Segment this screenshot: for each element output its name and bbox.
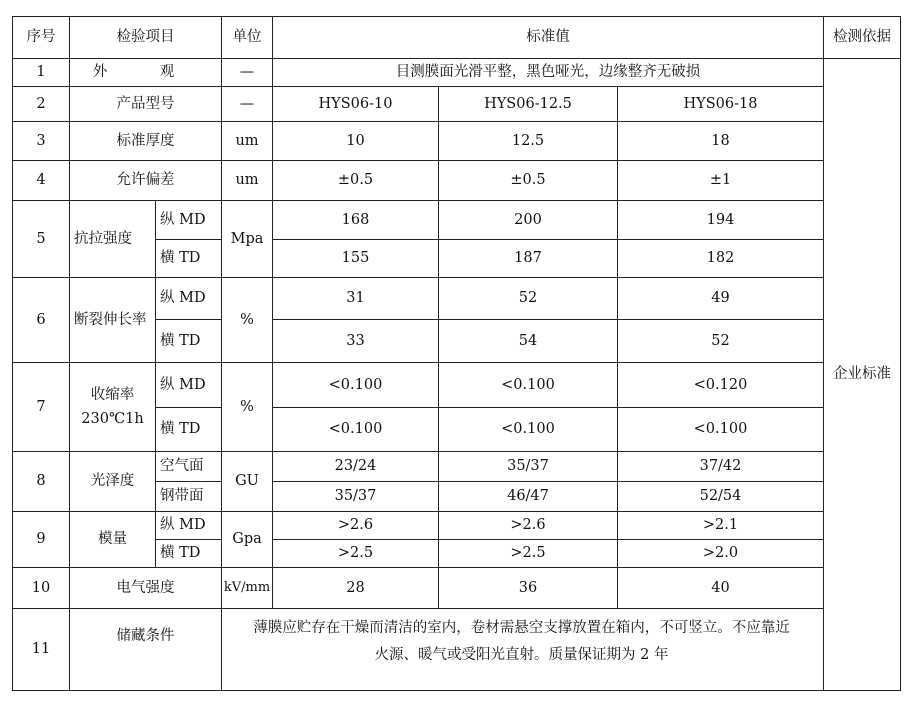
header-no: 序号 — [13, 17, 70, 59]
row-no: 3 — [13, 122, 70, 161]
value-cell: 36 — [439, 568, 618, 609]
header-row — [13, 17, 901, 59]
value-cell: >2.5 — [273, 540, 439, 568]
spec-table-wrapper — [12, 16, 901, 691]
value-cell: <0.100 — [618, 408, 824, 452]
value-cell: HYS06-10 — [273, 87, 439, 122]
sub-label: 纵 MD — [156, 278, 222, 320]
value-cell: 54 — [439, 320, 618, 363]
row-name: 模量 — [70, 512, 156, 568]
row-name: 标准厚度 — [70, 122, 222, 161]
row-name: 允许偏差 — [70, 161, 222, 201]
row-2 — [13, 87, 901, 122]
sub-label: 横 TD — [156, 540, 222, 568]
spec-table — [12, 16, 901, 691]
row-unit: um — [222, 161, 273, 201]
row-name: 电气强度 — [70, 568, 222, 609]
row-unit: kV/mm — [222, 568, 273, 609]
row-name-line1: 收缩率 — [90, 386, 135, 403]
value-cell: 52 — [439, 278, 618, 320]
row-8-a — [13, 452, 901, 482]
value-cell: 18 — [618, 122, 824, 161]
value-cell: 35/37 — [439, 452, 618, 482]
value-cell: 10 — [273, 122, 439, 161]
row-no: 6 — [13, 278, 70, 363]
row-name: 产品型号 — [70, 87, 222, 122]
value-cell: <0.100 — [273, 363, 439, 408]
value-cell: HYS06-12.5 — [439, 87, 618, 122]
row-no: 2 — [13, 87, 70, 122]
value-cell: <0.100 — [273, 408, 439, 452]
value-cell: ±0.5 — [273, 161, 439, 201]
sub-label: 横 TD — [156, 320, 222, 363]
header-std: 标准值 — [273, 17, 824, 59]
value-cell: 52/54 — [618, 482, 824, 512]
row-unit: % — [222, 363, 273, 452]
row-unit: Mpa — [222, 201, 273, 278]
value-cell: 23/24 — [273, 452, 439, 482]
row-name — [70, 59, 222, 87]
row-9-md — [13, 512, 901, 540]
value-cell: >2.1 — [618, 512, 824, 540]
value-cell: >2.6 — [273, 512, 439, 540]
value-cell: ±0.5 — [439, 161, 618, 201]
value-cell: 12.5 — [439, 122, 618, 161]
header-unit: 单位 — [222, 17, 273, 59]
value-cell: 35/37 — [273, 482, 439, 512]
row-no: 8 — [13, 452, 70, 512]
value-cell: >2.5 — [439, 540, 618, 568]
value-cell: 155 — [273, 240, 439, 278]
row-no: 1 — [13, 59, 70, 87]
value-cell: >2.6 — [439, 512, 618, 540]
value-cell: <0.120 — [618, 363, 824, 408]
sub-label: 横 TD — [156, 408, 222, 452]
value-cell: <0.100 — [439, 408, 618, 452]
row-name: 断裂伸长率 — [70, 278, 156, 363]
row-3 — [13, 122, 901, 161]
header-item: 检验项目 — [70, 17, 222, 59]
sub-label: 纵 MD — [156, 363, 222, 408]
header-basis: 检测依据 — [824, 17, 901, 59]
row-7-md — [13, 363, 901, 408]
row-no: 4 — [13, 161, 70, 201]
sub-label: 横 TD — [156, 240, 222, 278]
row-unit: Gpa — [222, 512, 273, 568]
row-6-md — [13, 278, 901, 320]
value-cell: 40 — [618, 568, 824, 609]
value-cell: <0.100 — [439, 363, 618, 408]
row-10 — [13, 568, 901, 609]
row-no: 9 — [13, 512, 70, 568]
value-cell: >2.0 — [618, 540, 824, 568]
sub-label: 纵 MD — [156, 201, 222, 240]
storage-note-line2: 火源、暖气或受阳光直射。质量保证期为 2 年 — [374, 646, 669, 663]
row-no: 11 — [13, 609, 70, 691]
value-cell: 37/42 — [618, 452, 824, 482]
value-cell: 187 — [439, 240, 618, 278]
value-cell: 49 — [618, 278, 824, 320]
row-no: 5 — [13, 201, 70, 278]
row-unit: % — [222, 278, 273, 363]
row-1 — [13, 59, 901, 87]
value-cell: 31 — [273, 278, 439, 320]
value-cell: HYS06-18 — [618, 87, 824, 122]
storage-note-line1: 薄膜应贮存在干燥而清洁的室内，卷材需悬空支撑放置在箱内，不可竖立。不应靠近 — [253, 620, 790, 636]
basis-cell: 企业标准 — [824, 59, 901, 691]
value-cell: 182 — [618, 240, 824, 278]
row-unit: — — [222, 59, 273, 87]
storage-note — [222, 609, 824, 691]
value-cell: 194 — [618, 201, 824, 240]
value-cell: 46/47 — [439, 482, 618, 512]
row-value: 目测膜面光滑平整，黑色哑光，边缘整齐无破损 — [273, 59, 824, 87]
row-unit: um — [222, 122, 273, 161]
row-no: 10 — [13, 568, 70, 609]
value-cell: 200 — [439, 201, 618, 240]
value-cell: ±1 — [618, 161, 824, 201]
row-unit: — — [222, 87, 273, 122]
row-name-text: 外 观 — [92, 64, 199, 81]
row-name-line2: 230℃1h — [81, 411, 144, 427]
row-unit: GU — [222, 452, 273, 512]
sub-label: 空气面 — [156, 452, 222, 482]
value-cell: 28 — [273, 568, 439, 609]
row-11 — [13, 609, 901, 691]
row-name: 储藏条件 — [70, 609, 222, 691]
row-4 — [13, 161, 901, 201]
row-name: 光泽度 — [70, 452, 156, 512]
value-cell: 33 — [273, 320, 439, 363]
row-5-md — [13, 201, 901, 240]
row-name: 抗拉强度 — [70, 201, 156, 278]
value-cell: 52 — [618, 320, 824, 363]
row-name — [70, 363, 156, 452]
value-cell: 168 — [273, 201, 439, 240]
sub-label: 钢带面 — [156, 482, 222, 512]
sub-label: 纵 MD — [156, 512, 222, 540]
row-no: 7 — [13, 363, 70, 452]
